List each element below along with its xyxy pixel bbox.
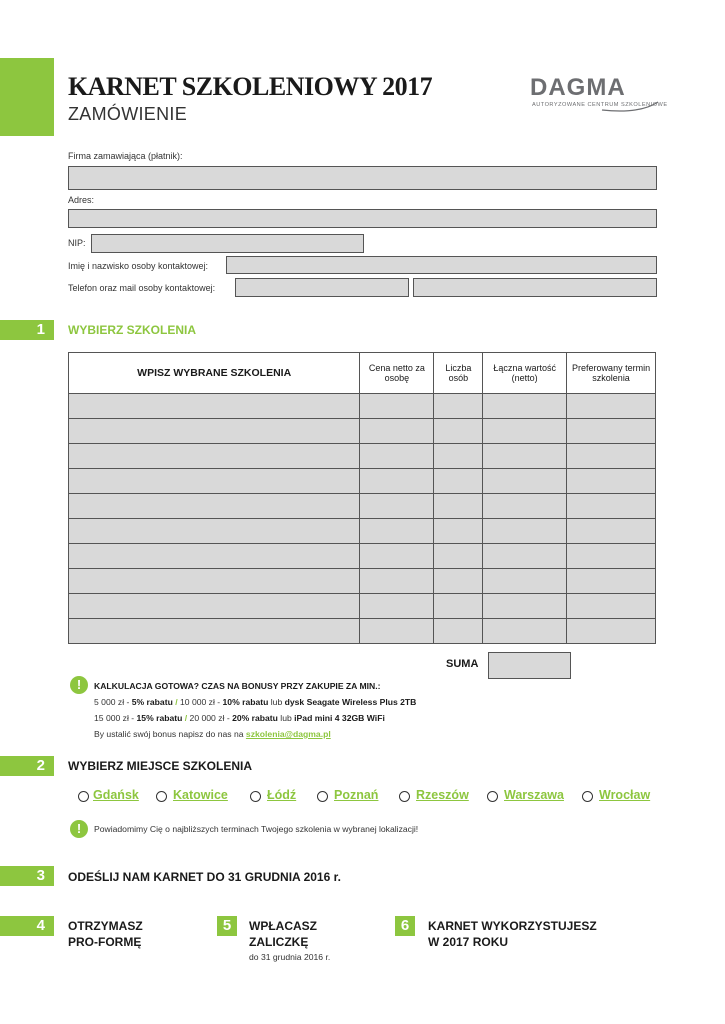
table-cell[interactable]: [567, 444, 656, 469]
radio-poznan[interactable]: [317, 791, 328, 802]
table-cell[interactable]: [567, 394, 656, 419]
bonus-discount: 20% rabatu: [232, 713, 278, 723]
contact-phone-field[interactable]: [235, 278, 409, 297]
table-cell[interactable]: [483, 519, 567, 544]
table-cell[interactable]: [483, 569, 567, 594]
section-3-title: ODEŚLIJ NAM KARNET DO 31 GRUDNIA 2016 r.: [68, 870, 341, 884]
table-cell[interactable]: [567, 519, 656, 544]
table-row: [69, 419, 656, 444]
radio-rzeszow[interactable]: [399, 791, 410, 802]
table-cell[interactable]: [483, 469, 567, 494]
bonus-line-1: [94, 697, 416, 707]
table-cell[interactable]: [483, 494, 567, 519]
table-cell[interactable]: [360, 419, 434, 444]
col-header-term: Preferowany termin szkolenia: [567, 353, 656, 394]
step-4-line1: OTRZYMASZ: [68, 919, 143, 933]
table-row: [69, 494, 656, 519]
city-katowice[interactable]: Katowice: [173, 788, 228, 802]
table-cell[interactable]: [360, 619, 434, 644]
bonus-text: By ustalić swój bonus napisz do nas na: [94, 729, 246, 739]
bonus-discount: 15% rabatu: [136, 713, 183, 723]
table-cell[interactable]: [567, 619, 656, 644]
bonus-text: 15 000 zł -: [94, 713, 137, 723]
table-cell[interactable]: [567, 419, 656, 444]
col-header-price: Cena netto za osobę: [360, 353, 434, 394]
section-2-number: 2: [0, 756, 54, 776]
table-cell[interactable]: [69, 619, 360, 644]
company-field[interactable]: [68, 166, 657, 190]
table-cell[interactable]: [69, 594, 360, 619]
table-cell[interactable]: [567, 594, 656, 619]
table-row: [69, 569, 656, 594]
contact-name-label: Imię i nazwisko osoby kontaktowej:: [68, 261, 209, 271]
radio-warszawa[interactable]: [487, 791, 498, 802]
bonus-line-2: [94, 713, 385, 723]
bonus-separator: /: [172, 697, 180, 707]
table-cell[interactable]: [360, 494, 434, 519]
table-cell[interactable]: [69, 544, 360, 569]
table-cell[interactable]: [434, 519, 483, 544]
contact-name-field[interactable]: [226, 256, 657, 274]
col-header-training: WPISZ WYBRANE SZKOLENIA: [69, 353, 360, 394]
table-cell[interactable]: [360, 569, 434, 594]
table-cell[interactable]: [360, 469, 434, 494]
table-cell[interactable]: [567, 544, 656, 569]
logo-subtitle: AUTORYZOWANE CENTRUM SZKOLENIOWE: [532, 102, 668, 108]
contact-mail-field[interactable]: [413, 278, 657, 297]
table-cell[interactable]: [483, 444, 567, 469]
table-cell[interactable]: [69, 494, 360, 519]
table-cell[interactable]: [69, 519, 360, 544]
nip-label: NIP:: [68, 238, 86, 248]
city-rzeszow[interactable]: Rzeszów: [416, 788, 469, 802]
accent-bar: [0, 58, 54, 136]
table-row: [69, 394, 656, 419]
table-cell[interactable]: [434, 444, 483, 469]
dagma-logo: DAGMA: [530, 74, 626, 101]
table-cell[interactable]: [360, 594, 434, 619]
table-cell[interactable]: [434, 619, 483, 644]
table-row: [69, 619, 656, 644]
table-cell[interactable]: [360, 444, 434, 469]
bonus-text: lub: [277, 713, 295, 723]
table-cell[interactable]: [434, 494, 483, 519]
table-row: [69, 594, 656, 619]
radio-gdansk[interactable]: [78, 791, 89, 802]
exclamation-icon: !: [70, 676, 88, 694]
address-label: Adres:: [68, 195, 95, 205]
table-cell[interactable]: [483, 419, 567, 444]
step-6-number: 6: [395, 916, 415, 936]
table-cell[interactable]: [483, 619, 567, 644]
table-cell[interactable]: [69, 419, 360, 444]
bonus-line-3: [94, 729, 331, 739]
table-cell[interactable]: [434, 469, 483, 494]
table-row: [69, 544, 656, 569]
bonus-discount: 10% rabatu: [222, 697, 269, 707]
table-cell[interactable]: [483, 594, 567, 619]
radio-katowice[interactable]: [156, 791, 167, 802]
bonus-discount: 5% rabatu: [131, 697, 173, 707]
step-4-line2: PRO-FORMĘ: [68, 935, 142, 949]
bonus-text: 5 000 zł -: [94, 697, 132, 707]
table-cell[interactable]: [69, 394, 360, 419]
page-subtitle: ZAMÓWIENIE: [68, 104, 187, 124]
table-cell[interactable]: [483, 394, 567, 419]
step-5-number: 5: [217, 916, 237, 936]
step-6-line2: W 2017 ROKU: [428, 935, 509, 949]
step-5-text: [249, 918, 317, 950]
col-header-total: Łączna wartość (netto): [483, 353, 567, 394]
bonus-separator: /: [182, 713, 190, 723]
step-5-sub: do 31 grudnia 2016 r.: [249, 952, 331, 962]
exclamation-icon: !: [70, 820, 88, 838]
location-note: Powiadomimy Cię o najbliższych terminach Twojego szkolenia w wybranej lokalizacji!: [94, 824, 419, 834]
step-6-line1: KARNET WYKORZYSTUJESZ: [428, 919, 597, 933]
sum-field[interactable]: [488, 652, 571, 679]
email-link[interactable]: szkolenia@dagma.pl: [245, 729, 331, 739]
step-4-text: [68, 918, 143, 950]
table-cell[interactable]: [434, 544, 483, 569]
table-header-row: [69, 353, 656, 394]
trainings-table: [68, 352, 656, 644]
radio-lodz[interactable]: [250, 791, 261, 802]
table-cell[interactable]: [567, 494, 656, 519]
bonus-text: 10 000 zł -: [180, 697, 223, 707]
company-label: Firma zamawiająca (płatnik):: [68, 151, 183, 161]
table-cell[interactable]: [360, 394, 434, 419]
bonus-text: 20 000 zł -: [189, 713, 233, 723]
section-2-title: WYBIERZ MIEJSCE SZKOLENIA: [68, 759, 253, 773]
address-field[interactable]: [68, 209, 657, 228]
table-cell[interactable]: [69, 469, 360, 494]
page-title: KARNET SZKOLENIOWY 2017: [68, 72, 433, 101]
city-lodz[interactable]: Łódź: [267, 788, 297, 802]
nip-field[interactable]: [91, 234, 364, 253]
table-cell[interactable]: [69, 444, 360, 469]
section-3-number: 3: [0, 866, 54, 886]
radio-wroclaw[interactable]: [582, 791, 593, 802]
sum-label: SUMA: [446, 658, 479, 670]
col-header-persons: Liczba osób: [434, 353, 483, 394]
bonus-text: lub: [268, 697, 285, 707]
table-cell[interactable]: [434, 594, 483, 619]
city-poznan[interactable]: Poznań: [334, 788, 379, 802]
table-cell[interactable]: [69, 569, 360, 594]
step-5-line2: ZALICZKĘ: [249, 935, 309, 949]
table-cell[interactable]: [483, 544, 567, 569]
bonus-headline: KALKULACJA GOTOWA? CZAS NA BONUSY PRZY ZAKUPIE ZA MIN.:: [94, 681, 381, 691]
section-1-number: 1: [0, 320, 54, 340]
table-cell[interactable]: [360, 519, 434, 544]
step-4-number: 4: [0, 916, 54, 936]
table-row: [69, 444, 656, 469]
table-row: [69, 519, 656, 544]
city-warszawa[interactable]: Warszawa: [504, 788, 564, 802]
bonus-gift: iPad mini 4 32GB WiFi: [294, 713, 385, 723]
contact-phone-label: Telefon oraz mail osoby kontaktowej:: [68, 283, 216, 293]
section-1-title: WYBIERZ SZKOLENIA: [68, 323, 196, 337]
table-cell[interactable]: [360, 544, 434, 569]
table-cell[interactable]: [434, 419, 483, 444]
step-6-text: [428, 918, 597, 950]
table-cell[interactable]: [567, 469, 656, 494]
bonus-gift: dysk Seagate Wireless Plus 2TB: [284, 697, 417, 707]
table-cell[interactable]: [434, 394, 483, 419]
table-cell[interactable]: [434, 569, 483, 594]
table-row: [69, 469, 656, 494]
city-gdansk[interactable]: Gdańsk: [93, 788, 139, 802]
table-cell[interactable]: [567, 569, 656, 594]
step-5-line1: WPŁACASZ: [249, 919, 317, 933]
city-wroclaw[interactable]: Wrocław: [599, 788, 651, 802]
